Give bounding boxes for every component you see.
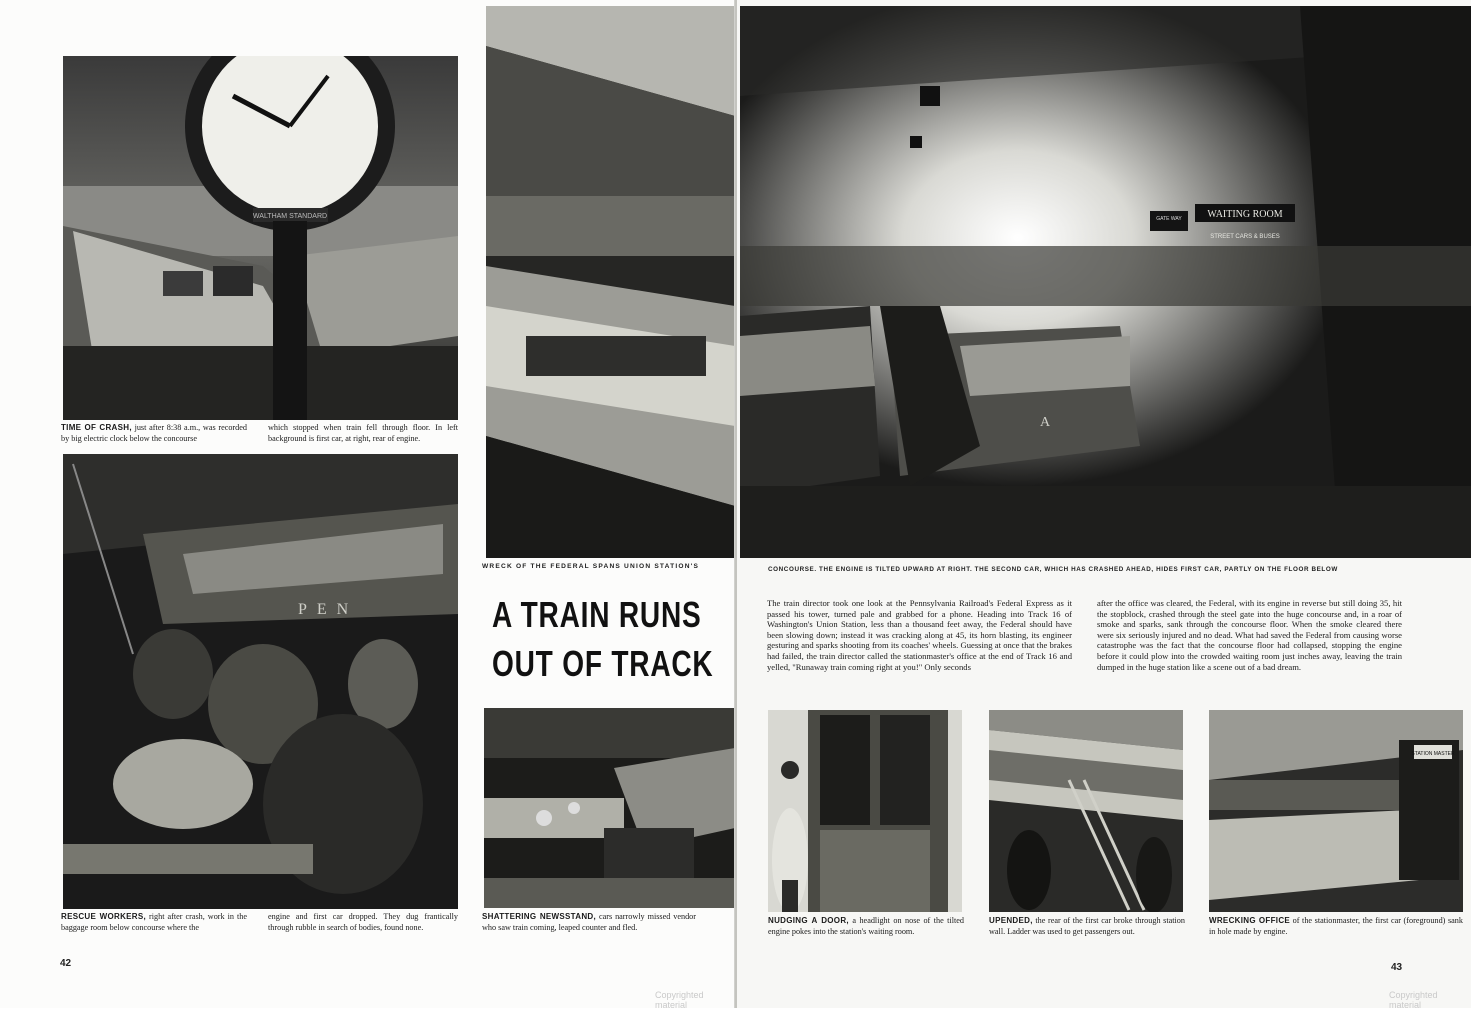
rescue-caption-lead: RESCUE WORKERS, bbox=[61, 912, 147, 921]
newsstand-photo bbox=[484, 708, 735, 908]
rescue-car-lettering: PEN bbox=[298, 601, 359, 618]
rescue-caption-col1 bbox=[61, 912, 247, 933]
clock-photo bbox=[63, 56, 458, 420]
upended-caption bbox=[989, 916, 1185, 937]
clock-caption-text1: just after 8:38 a.m., was recorded by big electric clock below the concourse bbox=[61, 423, 247, 443]
left-page bbox=[0, 0, 735, 1008]
upended-caption-lead: UPENDED, bbox=[989, 916, 1033, 925]
rescue-photo bbox=[63, 454, 458, 909]
wreck-photo-left bbox=[486, 6, 735, 558]
office-caption bbox=[1209, 916, 1463, 937]
clock-caption-col1 bbox=[61, 423, 247, 444]
clock-caption-text2: which stopped when train fell through floor. In left background is first car, at right, rear of engine. bbox=[268, 423, 458, 443]
newsstand-caption-lead: SHATTERING NEWSSTAND, bbox=[482, 912, 597, 921]
station-master-sign: STATION MASTER bbox=[1411, 751, 1455, 757]
newsstand-caption bbox=[482, 912, 696, 933]
waiting-room-sign: WAITING ROOM bbox=[1207, 209, 1283, 220]
door-caption-text: a headlight on nose of the tilted engine pokes into the station's waiting room. bbox=[768, 916, 964, 936]
copyright-left: Copyrighted material bbox=[655, 990, 704, 1010]
rescue-caption-text1: right after crash, work in the baggage room below concourse where the bbox=[61, 912, 247, 932]
clock-caption-col2 bbox=[268, 423, 458, 444]
office-photo bbox=[1209, 710, 1463, 912]
upended-photo bbox=[989, 710, 1183, 912]
wreck-strip-right: CONCOURSE. THE ENGINE IS TILTED UPWARD AT RIGHT. THE SECOND CAR, WHICH HAS CRASHED AHEAD, HIDES FIRST CAR, PARTLY ON THE FLOOR BELOW bbox=[768, 566, 1338, 573]
clock-caption-lead: TIME OF CRASH, bbox=[61, 423, 132, 432]
office-caption-lead: WRECKING OFFICE bbox=[1209, 916, 1291, 925]
engine-lettering: A bbox=[1040, 415, 1051, 430]
door-caption-lead: NUDGING A DOOR, bbox=[768, 916, 849, 925]
right-page bbox=[737, 0, 1471, 1008]
gate-sign: GATE WAY bbox=[1156, 216, 1182, 222]
wreck-strip-left: WRECK OF THE FEDERAL SPANS UNION STATION'S bbox=[482, 563, 700, 570]
concourse-photo bbox=[740, 6, 1471, 558]
upended-caption-text: the rear of the first car broke through station wall. Ladder was used to get passengers out. bbox=[989, 916, 1185, 936]
rescue-caption-col2 bbox=[268, 912, 458, 933]
copyright-right: Copyrighted material bbox=[1389, 990, 1438, 1010]
headline-line1: A TRAIN RUNS bbox=[492, 594, 702, 635]
body-column-2: after the office was cleared, the Federal, with its engine in reverse but still doing 35, hit the stopblock, crashed through the steel gate into the huge concourse and, in a roar of smoke and sparks, sank through the concourse floor. When the smoke cleared there were six seriously injured and no dead. What had saved the Federal from causing worse catastrophe was the fact that the concourse floor had collapsed, stopping the engine before it could plow into the crowded waiting room just inches away, leaving the train dumped in the huge station like a scene out of a bad dream. bbox=[1097, 598, 1402, 672]
door-caption bbox=[768, 916, 964, 937]
folio-left: 42 bbox=[60, 958, 72, 969]
office-caption-text: of the stationmaster, the first car (foreground) sank in hole made by engine. bbox=[1209, 916, 1463, 936]
folio-right: 43 bbox=[1391, 962, 1403, 973]
newsstand-caption-text: cars narrowly missed vendor who saw train coming, leaped counter and fled. bbox=[482, 912, 696, 932]
rescue-caption-text2: engine and first car dropped. They dug frantically through rubble in search of bodies, found none. bbox=[268, 912, 458, 932]
waiting-room-subsign: STREET CARS & BUSES bbox=[1210, 234, 1280, 240]
door-photo bbox=[768, 710, 962, 912]
body-column-1: The train director took one look at the Pennsylvania Railroad's Federal Express as it passed his tower, turned pale and grabbed for a phone. Heading into Track 16 of Washington's Union Station, less than a thousand feet away, the Federal should have been slowing down; instead it was cracking along at 45, its horn blasting, its engineer gesturing and sparks shooting from its coaches' wheels. Guessing at once that the brakes had failed, the train director called the stationmaster's office at the end of Track 16 and yelled, "Runaway train coming right at you!" Only seconds bbox=[767, 598, 1072, 672]
article-headline bbox=[492, 590, 714, 688]
clock-plate-text: WALTHAM STANDARD bbox=[252, 213, 328, 220]
headline-line2: OUT OF TRACK bbox=[492, 643, 714, 684]
